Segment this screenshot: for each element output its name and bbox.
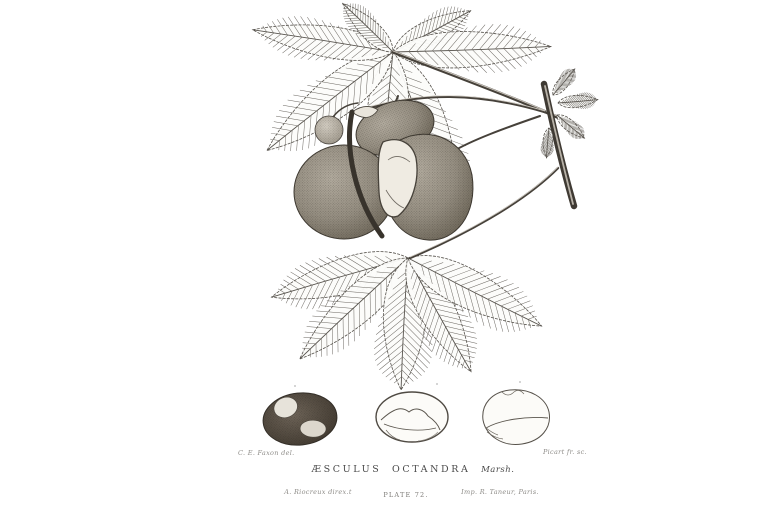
printer-credit: Imp. R. Taneur, Paris. (461, 488, 539, 496)
seed-figure-dark (260, 389, 339, 448)
engraver-credit: Picart fr. sc. (543, 448, 587, 456)
seed-figures (260, 381, 549, 449)
leaflet (547, 64, 580, 99)
plate-title (312, 464, 515, 475)
seed-figure-outline-embryo (376, 392, 448, 442)
artist-credit: C. E. Faxon del. (238, 449, 295, 457)
leaflet (557, 91, 598, 111)
small-round-fruit (315, 116, 343, 144)
plate-number: PLATE 72. (383, 491, 429, 499)
species-name: ÆSCULUS OCTANDRA (311, 464, 471, 475)
director-credit: A. Riocreux direx.t (284, 488, 352, 496)
seed-figure-outline-whole (483, 390, 550, 445)
author-abbreviation: Marsh. (481, 465, 515, 475)
